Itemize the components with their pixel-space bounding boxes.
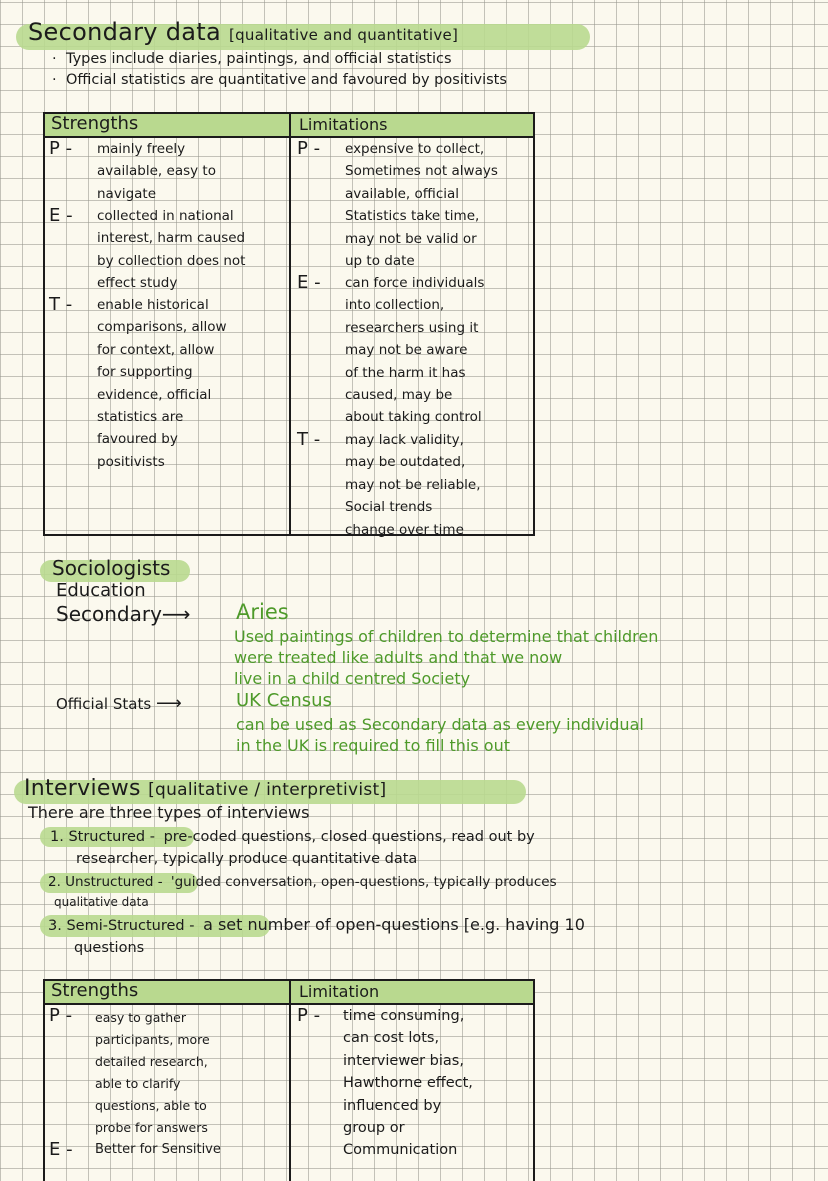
strength-e-text: collected in national interest, harm caused by collection does not effect study	[97, 208, 246, 292]
strength-p-text: easy to gather participants, more detailed research, able to clarify questions, able to probe for answers	[95, 1010, 210, 1135]
limitation-p-text: expensive to collect, Sometimes not always available, official Statistics take time, may not be valid or up to date	[345, 141, 498, 270]
strength-t-letter: T -	[49, 294, 73, 315]
limitations-header: Limitations	[299, 115, 388, 134]
section-title-interviews: Interviews [qualitative / interpretivist]	[24, 776, 387, 801]
bullet-dot-icon: ·	[52, 72, 57, 88]
column-divider	[289, 114, 291, 534]
strength-t-text: enable historical comparisons, allow for context, allow for supporting evidence, official statistics are favoured by positivists	[97, 297, 227, 470]
section-title-secondary-data	[28, 18, 458, 46]
arrow-right-icon: ⟶	[155, 693, 182, 714]
strength-p-letter: P -	[49, 1005, 73, 1026]
strength-e-text: Better for Sensitive	[95, 1142, 221, 1157]
aries-description: Used paintings of children to determine that children were treated like adults and that we now live in a child centred Society	[234, 627, 659, 688]
education-label: Education	[56, 580, 146, 601]
limitation-e-text: can force individuals into collection, researchers using it may not be aware of the harm it has caused, may be about taking control	[345, 275, 485, 426]
limitation-p-text: time consuming, can cost lots, interviewer bias, Hawthorne effect, influenced by group or Communication	[343, 1008, 473, 1159]
interviews-table	[43, 979, 535, 1181]
strengths-header: Strengths	[51, 113, 139, 134]
limitation-p-letter: P -	[297, 1005, 321, 1026]
sociologists-title: Sociologists	[52, 556, 171, 580]
aries-name: Aries	[236, 600, 289, 624]
interviews-intro: There are three types of interviews	[28, 803, 310, 822]
limitation-t-letter: T -	[297, 429, 321, 450]
uk-census-description: can be used as Secondary data as every individual in the UK is required to fill this out	[236, 715, 644, 755]
limitation-t-text: may lack validity, may be outdated, may not be reliable, Social trends change over time	[345, 432, 481, 538]
title-main: Secondary data	[28, 18, 221, 46]
strength-p-letter: P -	[49, 138, 73, 159]
column-divider	[289, 981, 291, 1181]
official-stats-label: Official Stats ⟶	[56, 693, 182, 714]
limitation-e-letter: E -	[297, 272, 321, 293]
secondary-label: Secondary⟶	[56, 602, 191, 626]
uk-census-name: UK Census	[236, 690, 332, 711]
interview-type-structured: 1. Structured - pre-coded questions, closed questions, read out by researcher, typically produce quantitative data	[50, 829, 535, 867]
title-bracket: [qualitative and quantitative]	[228, 26, 459, 44]
limitation-header: Limitation	[299, 982, 380, 1001]
bullet-2: · Official statistics are quantitative and favoured by positivists	[52, 72, 507, 88]
strength-p-text: mainly freely available, easy to navigate	[97, 141, 216, 202]
interview-type-unstructured: 2. Unstructured - 'guided conversation, open-questions, typically produces qualitative data	[48, 874, 557, 909]
strengths-header: Strengths	[51, 980, 139, 1001]
strength-e-letter: E -	[49, 205, 73, 226]
interview-type-semi-structured: 3. Semi-Structured - a set number of open-questions [e.g. having 10 questions	[48, 915, 585, 956]
strength-e-letter: E -	[49, 1139, 73, 1160]
secondary-data-table	[43, 112, 535, 536]
bullet-dot-icon: ·	[52, 51, 57, 67]
limitation-p-letter: P -	[297, 138, 321, 159]
arrow-right-icon: ⟶	[161, 602, 191, 626]
bullet-1: · Types include diaries, paintings, and official statistics	[52, 51, 452, 67]
